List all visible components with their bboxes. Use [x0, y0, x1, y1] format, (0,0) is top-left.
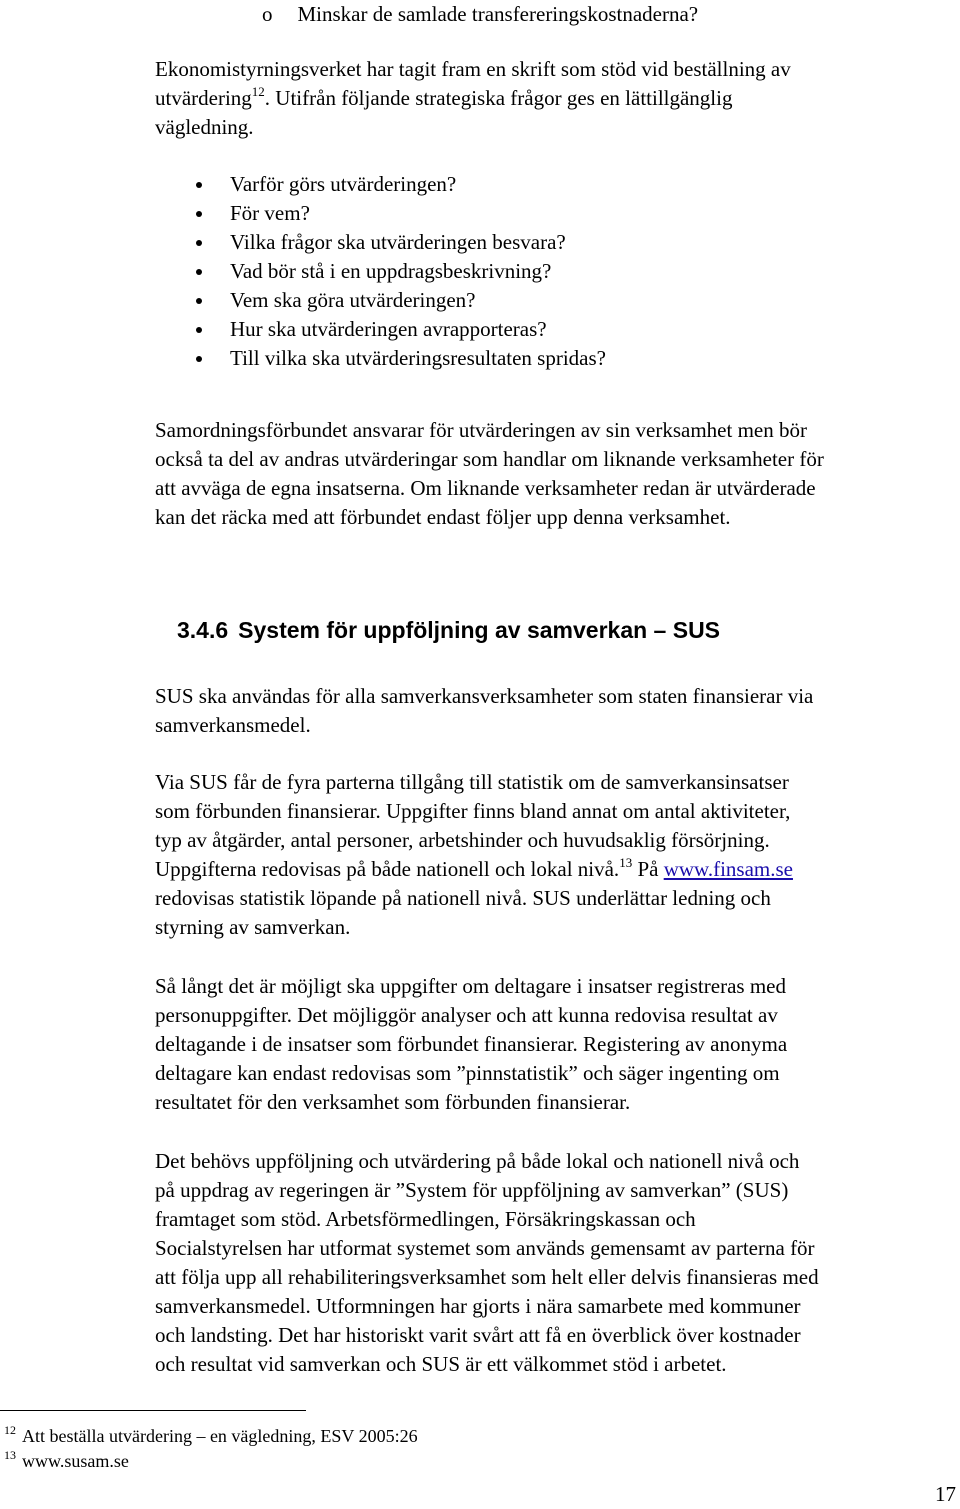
paragraph-sus-usage — [155, 682, 935, 740]
paragraph-follow-up — [155, 1147, 935, 1379]
list-item: Vad bör stå i en uppdragsbeskrivning? — [196, 257, 896, 286]
text-line: resultatet för den verksamhet som förbunden finansierar. — [155, 1090, 631, 1114]
list-item: Vilka frågor ska utvärderingen besvara? — [196, 228, 896, 257]
bullet-icon — [196, 240, 202, 246]
text-line: samverkansmedel. Utformningen har gjorts i nära samarbete med kommuner — [155, 1294, 801, 1318]
text-segment: utvärdering — [155, 86, 252, 110]
text-line: Så långt det är möjligt ska uppgifter om deltagare i insatser registreras med — [155, 974, 786, 998]
text-line: som förbunden finansierar. Uppgifter finns bland annat om antal aktiviteter, — [155, 799, 791, 823]
text-line: redovisas statistik löpande på nationell nivå. SUS underlättar ledning och — [155, 886, 771, 910]
paragraph-registration — [155, 972, 935, 1117]
text-line: Det behövs uppföljning och utvärdering på både lokal och nationell nivå och — [155, 1149, 800, 1173]
section-title: System för uppföljning av samverkan – SUS — [238, 617, 721, 643]
text-line: kan det räcka med att förbundet endast följer upp denna verksamhet. — [155, 505, 731, 529]
text-segment: Uppgifterna redovisas på både nationell och lokal nivå. — [155, 857, 620, 881]
section-number: 3.4.6 — [177, 617, 229, 643]
text-line: deltagare kan endast redovisas som ”pinnstatistik” och säger ingenting om — [155, 1061, 780, 1085]
footnote-ref-12[interactable]: 12 — [251, 84, 265, 99]
text-line: styrning av samverkan. — [155, 915, 351, 939]
section-heading — [177, 615, 720, 645]
bullet-icon — [196, 298, 202, 304]
list-item: Till vilka ska utvärderingsresultaten spridas? — [196, 344, 896, 373]
list-item: Varför görs utvärderingen? — [196, 170, 896, 199]
text-line: vägledning. — [155, 115, 254, 139]
text-line: att följa upp all rehabiliteringsverksamhet som helt eller delvis finansieras med — [155, 1265, 819, 1289]
question-list — [196, 170, 896, 373]
footnote-divider — [0, 1410, 306, 1411]
paragraph-sus-statistics — [155, 768, 935, 942]
bullet-icon — [196, 182, 202, 188]
text-line — [155, 855, 935, 884]
text-line: typ av åtgärder, antal personer, arbetshinder och huvudsaklig försörjning. — [155, 828, 770, 852]
text-line: också ta del av andras utvärderingar som handlar om liknande verksamheter för — [155, 447, 824, 471]
bullet-icon — [196, 327, 202, 333]
finsam-link[interactable]: www.finsam.se — [663, 857, 793, 881]
text-line: Samordningsförbundet ansvarar för utvärderingen av sin verksamhet men bör — [155, 418, 807, 442]
text-line: och landsting. Det har historiskt varit svårt att få en överblick över kostnader — [155, 1323, 801, 1347]
list-item: Hur ska utvärderingen avrapporteras? — [196, 315, 896, 344]
text-line: på uppdrag av regeringen är ”System för uppföljning av samverkan” (SUS) — [155, 1178, 789, 1202]
sub-bullet-text: Minskar de samlade transfereringskostnaderna? — [297, 2, 699, 26]
text-line: att avväga de egna insatserna. Om liknande verksamheter redan är utvärderade — [155, 476, 816, 500]
footnote-ref-13[interactable]: 13 — [619, 855, 633, 870]
text-line: Socialstyrelsen har utformat systemet som används gemensamt av parterna för — [155, 1236, 815, 1260]
bullet-icon — [196, 269, 202, 275]
text-segment: På — [632, 857, 664, 881]
intro-paragraph — [155, 55, 935, 142]
footnote-text: Att beställa utvärdering – en vägledning, ESV 2005:26 — [22, 1426, 418, 1446]
text-line: och resultat vid samverkan och SUS är ett välkommet stöd i arbetet. — [155, 1352, 727, 1376]
text-line — [155, 84, 935, 113]
footnote-number: 13 — [4, 1448, 16, 1462]
page-number: 17 — [935, 1482, 956, 1506]
bullet-icon — [196, 356, 202, 362]
list-item: Vem ska göra utvärderingen? — [196, 286, 896, 315]
text-line: Ekonomistyrningsverket har tagit fram en skrift som stöd vid beställning av — [155, 57, 791, 81]
bullet-icon — [196, 211, 202, 217]
list-item: För vem? — [196, 199, 896, 228]
paragraph-responsibility — [155, 416, 935, 532]
text-line: Via SUS får de fyra parterna tillgång till statistik om de samverkansinsatser — [155, 770, 789, 794]
sub-bullet-item — [262, 0, 698, 29]
text-line: SUS ska användas för alla samverkansverksamheter som staten finansierar via — [155, 684, 814, 708]
text-line: personuppgifter. Det möjliggör analyser och att kunna redovisa resultat av — [155, 1003, 778, 1027]
footnote-13 — [4, 1443, 129, 1473]
footnote-text: www.susam.se — [22, 1451, 129, 1471]
sub-bullet-marker: o — [262, 2, 273, 26]
text-line: framtaget som stöd. Arbetsförmedlingen, Försäkringskassan och — [155, 1207, 696, 1231]
text-line: deltagande i de insatser som förbundet finansierar. Registering av anonyma — [155, 1032, 788, 1056]
footnote-number: 12 — [4, 1423, 16, 1437]
text-segment: . Utifrån följande strategiska frågor ges en lättillgänglig — [264, 86, 733, 110]
text-line: samverkansmedel. — [155, 713, 311, 737]
